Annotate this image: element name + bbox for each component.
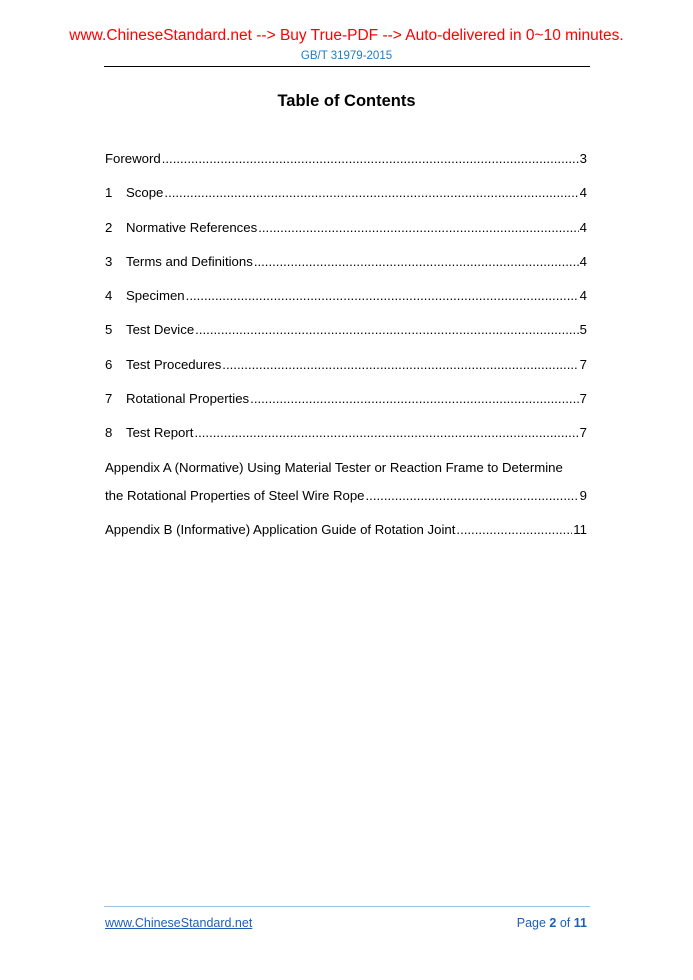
toc-dot-leader [195, 320, 578, 340]
toc-dot-leader [194, 423, 578, 443]
toc-entry-label: Appendix B (Informative) Application Guide of Rotation Joint [105, 521, 456, 537]
toc-entry-label: Foreword [105, 151, 161, 166]
total-pages: 11 [573, 916, 587, 930]
toc-entry-rotational-properties[interactable] [105, 389, 587, 423]
page-title: Table of Contents [277, 92, 416, 110]
toc-entry-scope[interactable] [105, 183, 587, 217]
standard-number: GB/T 31979-2015 [300, 50, 393, 62]
toc-entry-label: Appendix A (Normative) Using Material Tester or Reaction Frame to Determine [105, 459, 563, 475]
toc-entry-page: 4 [579, 253, 587, 269]
toc-entry-label: Normative References [126, 219, 258, 235]
toc-dot-leader [222, 355, 578, 375]
table-of-contents [105, 149, 587, 554]
toc-entry-label: Test Procedures [126, 356, 222, 372]
toc-entry-number: 6 [105, 356, 113, 372]
toc-entry-label: Specimen [126, 288, 185, 304]
promo-banner[interactable]: www.ChineseStandard.net --> Buy True-PDF --> Auto-delivered in 0~10 minutes. [69, 27, 624, 44]
toc-entry-normative-references[interactable] [105, 218, 587, 252]
toc-entry-number: 5 [105, 322, 113, 338]
current-page: 2 [549, 916, 557, 930]
toc-entry-page: 7 [579, 425, 587, 441]
toc-entry-label: Terms and Definitions [126, 253, 253, 269]
toc-entry-test-procedures[interactable] [105, 355, 587, 389]
toc-entry-number: 3 [105, 253, 113, 269]
toc-dot-leader [186, 286, 579, 306]
toc-entry-number: 1 [105, 185, 113, 201]
toc-entry-number: 7 [105, 391, 113, 407]
toc-entry-label: Rotational Properties [126, 391, 250, 407]
toc-dot-leader [254, 252, 579, 272]
toc-dot-leader [366, 486, 579, 506]
toc-entry-number: 2 [105, 219, 113, 235]
toc-entry-page: 5 [579, 322, 587, 338]
toc-entry-label: Test Report [126, 425, 194, 441]
toc-entry-page: 4 [579, 288, 587, 304]
page-of: of [559, 916, 571, 930]
toc-entry-page: 4 [579, 185, 587, 201]
toc-entry-page: 7 [579, 391, 587, 407]
toc-dot-leader [250, 389, 579, 409]
toc-entry-specimen[interactable] [105, 286, 587, 320]
toc-dot-leader [162, 149, 579, 169]
toc-entry-appendix-a-continued[interactable] [105, 486, 587, 520]
toc-entry-page: 3 [579, 151, 587, 166]
toc-entry-label: Test Device [126, 322, 195, 338]
header-divider [104, 66, 590, 67]
toc-entry-page: 4 [579, 219, 587, 235]
toc-entry-test-report[interactable] [105, 423, 587, 457]
toc-dot-leader [456, 520, 572, 540]
footer-divider [104, 906, 590, 907]
toc-dot-leader [258, 218, 578, 238]
toc-entry-number: 8 [105, 425, 113, 441]
toc-entry-appendix-a[interactable] [105, 458, 587, 486]
toc-entry-label: Scope [126, 185, 164, 201]
toc-entry-test-device[interactable] [105, 320, 587, 354]
toc-entry-number: 4 [105, 288, 113, 304]
toc-entry-appendix-b[interactable] [105, 520, 587, 554]
toc-entry-terms-and-definitions[interactable] [105, 252, 587, 286]
toc-entry-page: 11 [573, 521, 587, 537]
toc-dot-leader [164, 183, 578, 203]
toc-entry-page: 9 [579, 487, 587, 503]
footer-website-link[interactable]: www.ChineseStandard.net [105, 916, 253, 930]
toc-entry-page: 7 [579, 356, 587, 372]
toc-entry-foreword[interactable] [105, 149, 587, 183]
toc-entry-label: the Rotational Properties of Steel Wire Rope [105, 487, 365, 503]
page-prefix: Page [516, 916, 546, 930]
page-number [517, 916, 587, 930]
